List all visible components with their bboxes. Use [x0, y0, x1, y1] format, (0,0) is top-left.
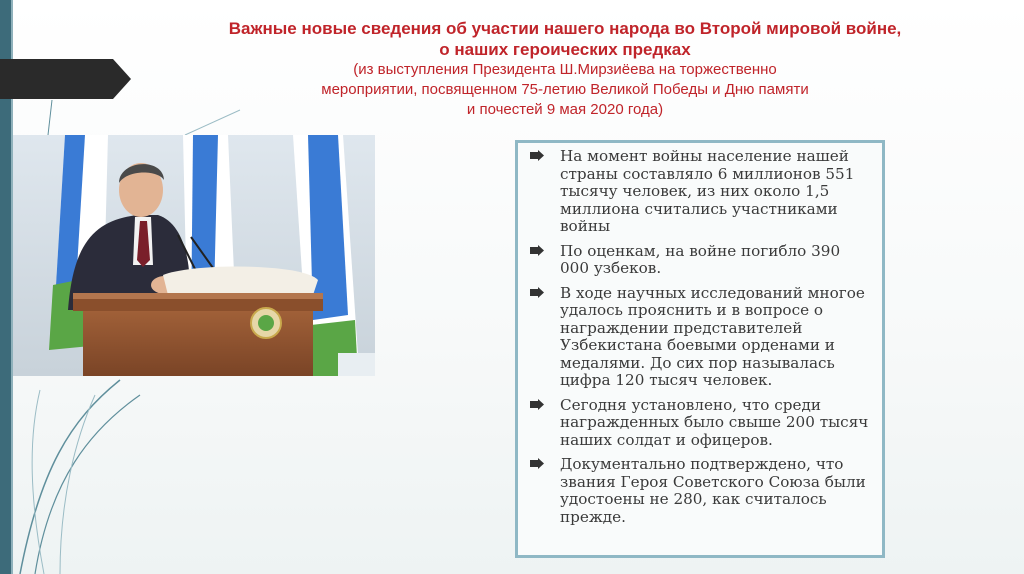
slide-subtitle-line-2: мероприятии, посвященном 75-летию Великой Победы и Дню памяти — [321, 81, 809, 98]
slide-subtitle-line-3: и почестей 9 мая 2020 года) — [466, 101, 664, 118]
bullet-text: В ходе научных исследований многое удалось прояснить и в вопросе о награждении представителей Узбекистана боевыми орденами и медалями. До сих пор называлась цифра 120 тысяч человек. — [560, 283, 865, 389]
arrow-right-icon — [530, 150, 544, 161]
bullet-text: На момент войны население нашей страны составляло 6 миллионов 551 тысячу человек, из них около 1,5 миллиона считались участниками войны — [560, 147, 855, 235]
slide-subtitle-line-1: (из выступления Президента Ш.Мирзиёева на торжественно — [353, 61, 777, 78]
arrow-tab-icon — [0, 59, 131, 99]
list-item — [530, 397, 872, 450]
list-item — [530, 456, 872, 526]
bullet-text: Документально подтверждено, что звания Героя Советского Союза были удостоены не 280, как считалось прежде. — [560, 455, 866, 526]
arrow-right-icon — [530, 287, 544, 298]
arrow-right-icon — [530, 245, 544, 256]
list-item — [530, 148, 872, 236]
arrow-right-icon — [530, 399, 544, 410]
list-item — [530, 285, 872, 390]
bullet-text: По оценкам, на войне погибло 390 000 узбеков. — [560, 241, 841, 277]
speaker-at-podium-photo — [13, 135, 375, 376]
slide-header — [140, 18, 990, 120]
list-item — [530, 243, 872, 278]
slide-title-line-1: Важные новые сведения об участии нашего народа во Второй мировой войне, — [228, 19, 902, 38]
facts-box — [515, 140, 885, 558]
bullet-text: Сегодня установлено, что среди награжденных было свыше 200 тысяч наших солдат и офицеров. — [560, 395, 869, 449]
slide-title-line-2: о наших героических предках — [439, 40, 691, 59]
arrow-right-icon — [530, 458, 544, 469]
facts-list — [518, 143, 882, 526]
